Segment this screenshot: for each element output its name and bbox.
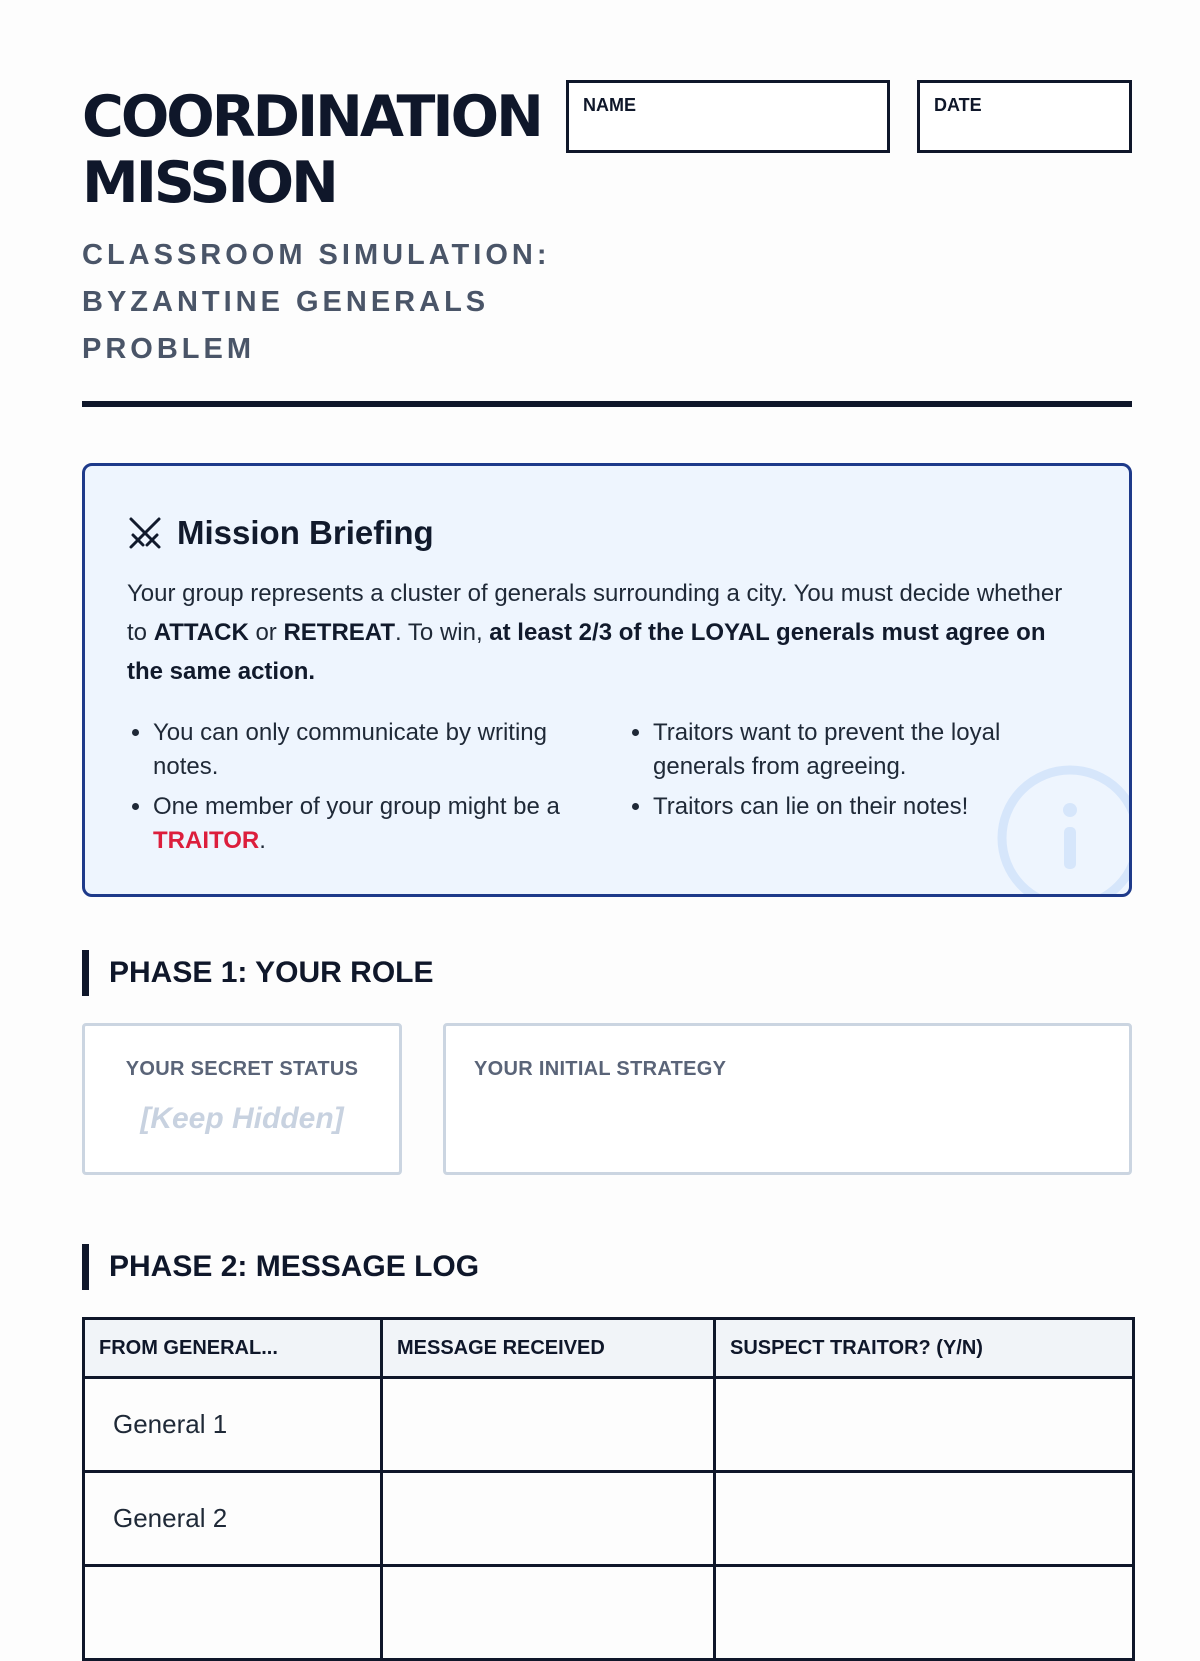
column-header-suspect: SUSPECT TRAITOR? (Y/N) (715, 1319, 1134, 1378)
date-field[interactable] (917, 80, 1132, 153)
worksheet-page (82, 0, 1132, 1600)
attack-keyword: ATTACK (153, 619, 249, 646)
column-header-message: MESSAGE RECEIVED (382, 1319, 715, 1378)
date-field-label: DATE (934, 95, 982, 115)
table-row (84, 1472, 1134, 1566)
message-received-cell[interactable] (382, 1378, 715, 1472)
secret-status-box[interactable] (82, 1023, 402, 1175)
table-row (84, 1378, 1134, 1472)
rules-list-left (125, 716, 593, 864)
column-header-from: FROM GENERAL... (84, 1319, 382, 1378)
phase-1-title: PHASE 1: YOUR ROLE (109, 956, 434, 989)
initial-strategy-label: YOUR INITIAL STRATEGY (474, 1058, 727, 1080)
list-item: • Traitors want to prevent the loyal generals from agreeing. (653, 716, 1083, 784)
traitor-keyword: TRAITOR (153, 827, 260, 854)
or-text: or (248, 619, 284, 646)
list-item (153, 790, 593, 858)
briefing-intro (127, 574, 1067, 691)
from-general-cell (84, 1566, 382, 1660)
briefing-intro-text: Your group represents a cluster of generals surrounding a city. You must decide whether to (127, 580, 1063, 646)
phase-2-heading (82, 1244, 479, 1290)
briefing-intro-text-2: . To win, (395, 619, 490, 646)
from-general-cell: General 1 (84, 1378, 382, 1472)
retreat-keyword: RETREAT (283, 619, 396, 646)
header-divider (82, 401, 1132, 407)
from-general-cell: General 2 (84, 1472, 382, 1566)
traitor-bullet-text: One member of your group might be a (153, 793, 560, 820)
suspect-traitor-cell[interactable] (715, 1378, 1134, 1472)
message-log-table (82, 1317, 1135, 1661)
briefing-header (127, 514, 434, 552)
name-field-label: NAME (583, 95, 636, 115)
crossed-swords-icon (127, 515, 163, 551)
table-header-row (84, 1319, 1134, 1378)
phase-1-heading (82, 950, 434, 996)
page-subtitle: CLASSROOM SIMULATION: BYZANTINE GENERALS PROBLEM (82, 239, 551, 365)
table-row (84, 1566, 1134, 1660)
win-rule: at least 2/3 of the LOYAL generals must agree on the same action. (127, 619, 1046, 685)
mission-briefing-panel (82, 463, 1132, 897)
secret-status-label: YOUR SECRET STATUS (125, 1058, 359, 1080)
list-item: • Traitors can lie on their notes! (653, 790, 1083, 824)
message-received-cell[interactable] (382, 1472, 715, 1566)
suspect-traitor-cell[interactable] (715, 1566, 1134, 1660)
briefing-title: Mission Briefing (177, 514, 434, 551)
title-block (82, 84, 562, 373)
page-title: COORDINATION MISSION (82, 84, 541, 216)
name-field[interactable] (566, 80, 890, 153)
keep-hidden-hint: [Keep Hidden] (140, 1102, 344, 1135)
suspect-traitor-cell[interactable] (715, 1472, 1134, 1566)
initial-strategy-box[interactable] (443, 1023, 1132, 1175)
phase-2-title: PHASE 2: MESSAGE LOG (109, 1250, 480, 1283)
heading-accent-bar (82, 1244, 89, 1290)
traitor-suffix: . (259, 827, 266, 854)
message-received-cell[interactable] (382, 1566, 715, 1660)
heading-accent-bar (82, 950, 89, 996)
info-icon (995, 763, 1132, 897)
list-item: • You can only communicate by writing notes. (153, 716, 593, 784)
